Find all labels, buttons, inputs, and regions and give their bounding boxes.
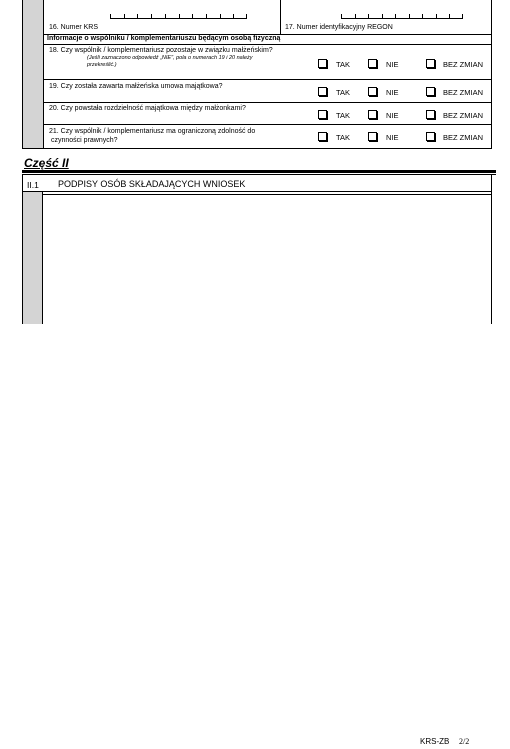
question-19-text: 19. Czy została zawarta małżeńska umowa majątkowa? [49, 83, 223, 90]
row-margin-shade [23, 192, 43, 324]
q20-no-label: NIE [386, 111, 399, 120]
question-21-text: 21. Czy wspólnik / komplementariusz ma ograniczoną zdolność do [49, 128, 256, 135]
row-divider [44, 44, 491, 45]
question-20-text: 20. Czy powstała rozdzielność majątkowa między małżonkami? [49, 105, 246, 112]
q21-no-checkbox[interactable] [368, 132, 377, 141]
regon-digit-boxes[interactable] [341, 14, 463, 19]
q21-no-change-checkbox[interactable] [426, 132, 435, 141]
regon-field-label: 17. Numer identyfikacyjny REGON [285, 24, 393, 31]
part-title: Część II [24, 156, 69, 170]
q18-yes-label: TAK [336, 60, 351, 69]
column-divider [280, 0, 281, 34]
krs-field-label: 16. Numer KRS [49, 24, 99, 31]
q21-yes-checkbox[interactable] [318, 132, 327, 141]
q19-no-change-checkbox[interactable] [426, 87, 435, 96]
q20-no-change-checkbox[interactable] [426, 110, 435, 119]
q20-yes-label: TAK [336, 111, 351, 120]
section-number: II.1 [27, 180, 39, 190]
question-18-note: (Jeśli zaznaczono odpowiedź „NIE", pola o numerach 19 i 20 należy [87, 55, 253, 61]
shareholder-info-table [22, 0, 492, 149]
row-divider [22, 191, 492, 192]
q18-no-label: NIE [386, 60, 399, 69]
question-21-text: czynności prawnych? [51, 137, 118, 144]
q19-yes-label: TAK [336, 88, 351, 97]
q18-no-change-label: BEZ ZMIAN [443, 60, 484, 69]
q21-no-change-label: BEZ ZMIAN [443, 133, 484, 142]
q18-yes-checkbox[interactable] [318, 59, 327, 68]
row-divider [44, 124, 491, 125]
row-divider [44, 79, 491, 80]
signatures-area[interactable] [43, 194, 492, 324]
form-code: KRS-ZB [420, 737, 450, 746]
row-margin-shade [23, 0, 44, 148]
q21-yes-label: TAK [336, 133, 351, 142]
q19-no-checkbox[interactable] [368, 87, 377, 96]
q21-no-label: NIE [386, 133, 399, 142]
krs-digit-boxes[interactable] [110, 14, 247, 19]
part-divider-thick [22, 170, 496, 173]
q19-no-label: NIE [386, 88, 399, 97]
q20-no-change-label: BEZ ZMIAN [443, 111, 484, 120]
row-divider [44, 102, 491, 103]
page-number: 2/2 [459, 737, 470, 746]
question-18-text: 18. Czy wspólnik / komplementariusz pozostaje w związku małżeńskim? [49, 47, 273, 54]
section-title: PODPISY OSÓB SKŁADAJĄCYCH WNIOSEK [58, 179, 246, 189]
q20-yes-checkbox[interactable] [318, 110, 327, 119]
section-header: Informacje o wspólniku / komplementariuszu będącym osobą fizyczną [47, 35, 281, 42]
q20-no-checkbox[interactable] [368, 110, 377, 119]
q18-no-checkbox[interactable] [368, 59, 377, 68]
q19-yes-checkbox[interactable] [318, 87, 327, 96]
q19-no-change-label: BEZ ZMIAN [443, 88, 484, 97]
q18-no-change-checkbox[interactable] [426, 59, 435, 68]
question-18-note: przekreślić.) [87, 62, 117, 68]
